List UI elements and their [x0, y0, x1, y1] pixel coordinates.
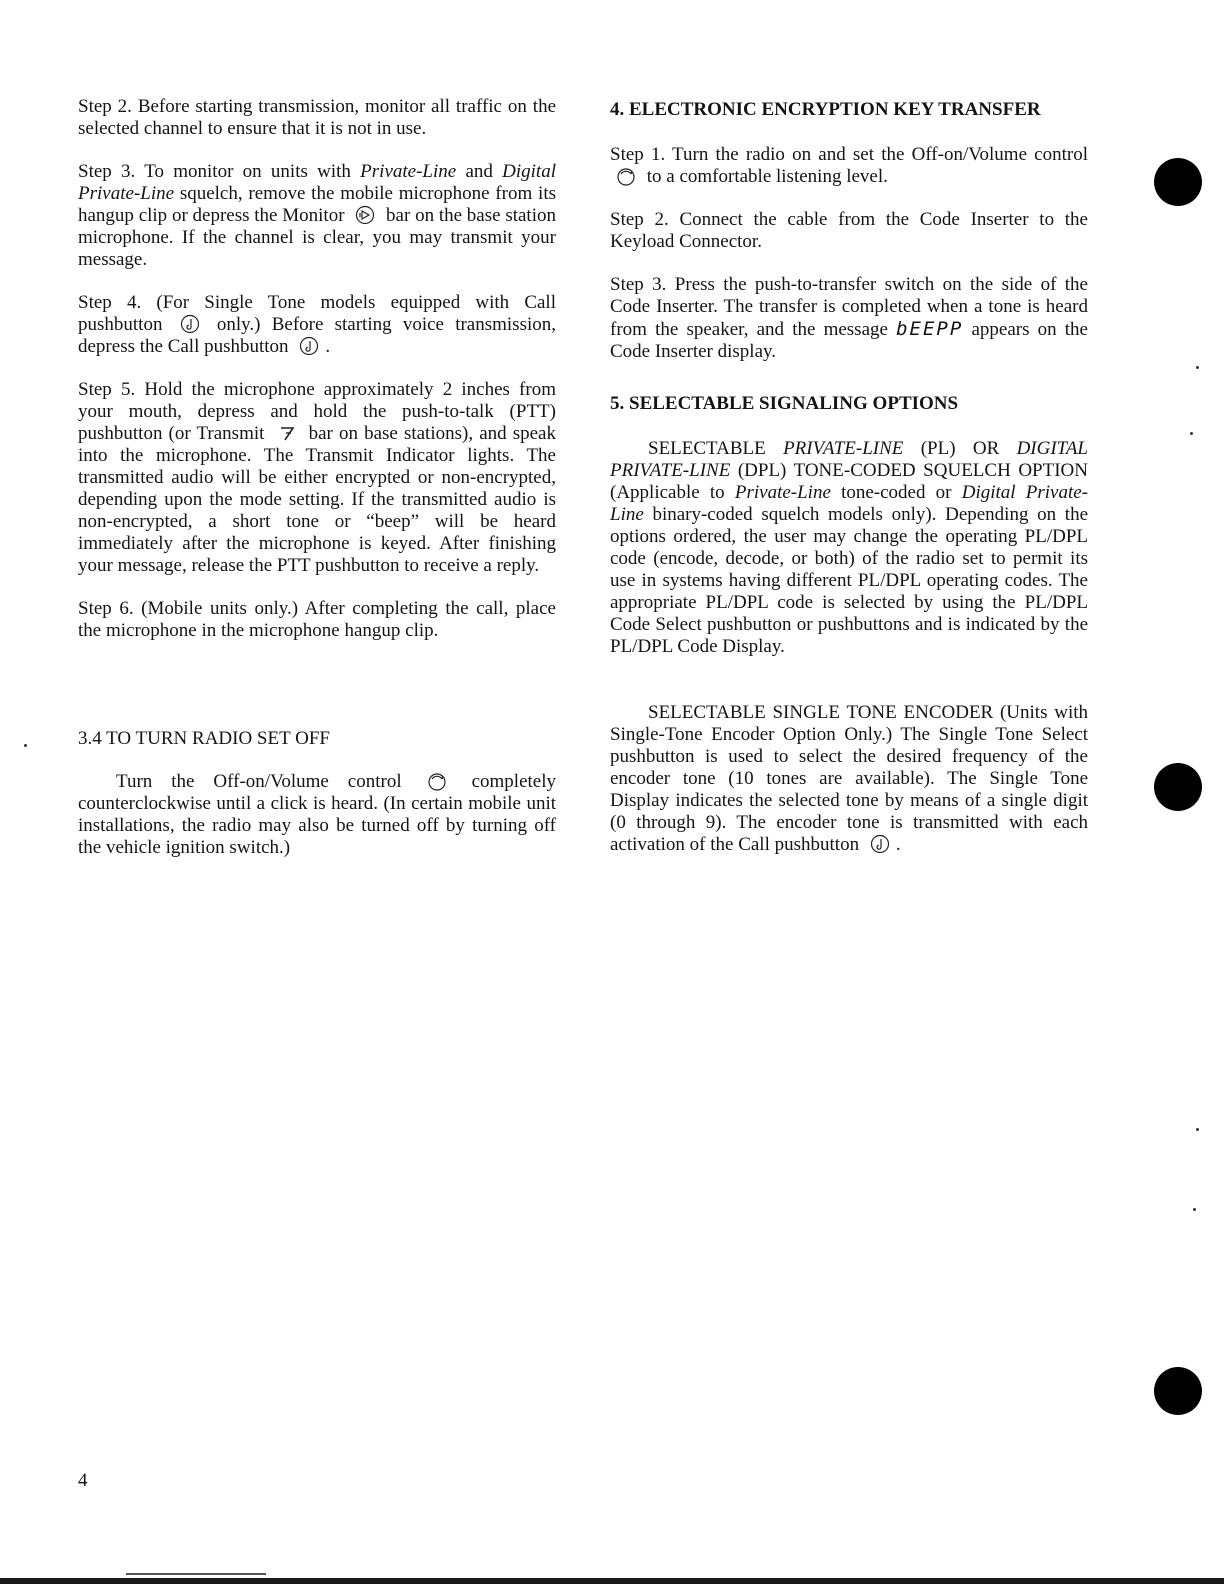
- italic-term: DIGITAL PRIVATE-LINE: [610, 438, 1088, 481]
- section-3-4-title: 3.4 TO TURN RADIO SET OFF: [78, 728, 330, 749]
- section-4-title: 4. ELECTRONIC ENCRYPTION KEY TRANSFER: [610, 99, 1041, 120]
- text: binary-coded squelch models only). Depending on the options ordered, the user may change the operating PL/DPL code (encode, decode, or both) of the radio set to permit its use in systems having different PL/DPL operating codes. The appropriate PL/DPL code is selected by using the PL/DPL Code Select pushbutton or pushbuttons and is indicated by the PL/DPL Code Display.: [610, 504, 1088, 657]
- text: to a comfortable listening level.: [642, 166, 888, 187]
- italic-term: Digital Private-Line: [78, 161, 556, 204]
- code-inserter-display-text: bEEPP: [896, 318, 964, 340]
- scan-speck: [1190, 432, 1193, 435]
- text: Step 3. Press the push-to-transfer switch on the side of the Code Inserter. The transfer is completed when a tone is heard from the speaker, and the message: [610, 274, 1088, 340]
- text: squelch, remove the mobile microphone from its hangup clip or depress the Monitor: [78, 183, 556, 226]
- right-step-2: Step 2. Connect the cable from the Code Inserter to the Keyload Connector.: [610, 209, 1088, 252]
- punch-hole: [1154, 158, 1202, 206]
- section-5-title: 5. SELECTABLE SIGNALING OPTIONS: [610, 393, 959, 414]
- punch-hole: [1154, 763, 1202, 811]
- scan-speck: [1196, 366, 1199, 369]
- italic-term: Private-Line: [360, 161, 457, 182]
- scan-speck: [24, 744, 27, 747]
- text: Step 5. Hold the microphone approximately 2 inches from your mouth, depress and hold the push-to-talk (PTT) pushbutton (or Transmit: [78, 379, 556, 444]
- text: only.) Before starting voice transmission, depress the Call pushbutton: [78, 314, 556, 357]
- text: SELECTABLE SINGLE TONE ENCODER (Units with Single-Tone Encoder Option Only.) The Single Tone Select pushbutton is used to select the desired frequency of the encoder tone (10 tones are available). The Single Tone Display indicates the selected tone by means of a single digit (0 through 9). The encoder tone is transmitted with each activation of the Call pushbutton: [610, 702, 1088, 855]
- italic-term: Digital Private-Line: [610, 482, 1089, 525]
- right-column: [610, 96, 1088, 877]
- pl-dpl-option-paragraph: [610, 438, 1088, 658]
- left-step-5: [78, 379, 556, 577]
- italic-term: Private-Line: [734, 482, 831, 503]
- text: .: [325, 336, 331, 357]
- right-step-3: [610, 274, 1088, 363]
- text: SELECTABLE: [648, 438, 784, 459]
- text: bar on the base station microphone. If the channel is clear, you may transmit your message.: [78, 205, 556, 270]
- text: completely counterclockwise until a click is heard. (In certain mobile unit installations, the radio may also be turned off by turning off the vehicle ignition switch.): [78, 771, 556, 858]
- single-tone-encoder-paragraph: [610, 702, 1088, 856]
- scan-speck: [1196, 1128, 1199, 1131]
- text: Step 1. Turn the radio on and set the Off-on/Volume control: [610, 144, 1088, 165]
- scan-mark: [126, 1573, 266, 1575]
- volume-icon: [616, 166, 636, 186]
- text: tone-coded or: [830, 482, 962, 503]
- text: Turn the Off-on/Volume control: [116, 771, 402, 792]
- scan-speck: [1193, 1208, 1196, 1211]
- page-number: 4: [78, 1470, 88, 1491]
- text: Step 3. To monitor on units with: [78, 161, 361, 182]
- left-column: [78, 96, 556, 880]
- call-icon: [299, 336, 319, 356]
- text: bar on base stations), and speak into the microphone. The Transmit Indicator lights. The transmitted audio will be either encrypted or non-encrypted, depending upon the mode setting. If the transmitted audio is non-encrypted, a short tone or “beep” will be heard immediately after the microphone is keyed. After finishing your message, release the PTT pushbutton to receive a reply.: [78, 423, 556, 576]
- italic-term: PRIVATE-LINE: [783, 438, 904, 459]
- left-step-4: [78, 292, 556, 358]
- text: and: [456, 161, 503, 182]
- right-step-1: [610, 144, 1088, 188]
- text: (PL) OR: [903, 438, 1017, 459]
- text: (DPL) TONE-CODED SQUELCH OPTION (Applicable to: [610, 460, 1088, 503]
- section-3-4-body: [78, 771, 556, 859]
- text: .: [895, 834, 901, 855]
- scan-edge: [0, 1578, 1224, 1584]
- left-step-3: [78, 161, 556, 271]
- call-icon: [180, 314, 200, 334]
- left-step-2: Step 2. Before starting transmission, monitor all traffic on the selected channel to ensure that it is not in use.: [78, 96, 556, 139]
- left-step-6: Step 6. (Mobile units only.) After completing the call, place the microphone in the microphone hangup clip.: [78, 598, 556, 641]
- text: Step 4. (For Single Tone models equipped with Call pushbutton: [78, 292, 556, 335]
- punch-hole: [1154, 1367, 1202, 1415]
- transmit-icon: [277, 423, 297, 443]
- monitor-icon: [355, 205, 375, 225]
- text: appears on the Code Inserter display.: [610, 319, 1088, 362]
- call-icon: [870, 834, 890, 854]
- volume-icon: [427, 771, 447, 791]
